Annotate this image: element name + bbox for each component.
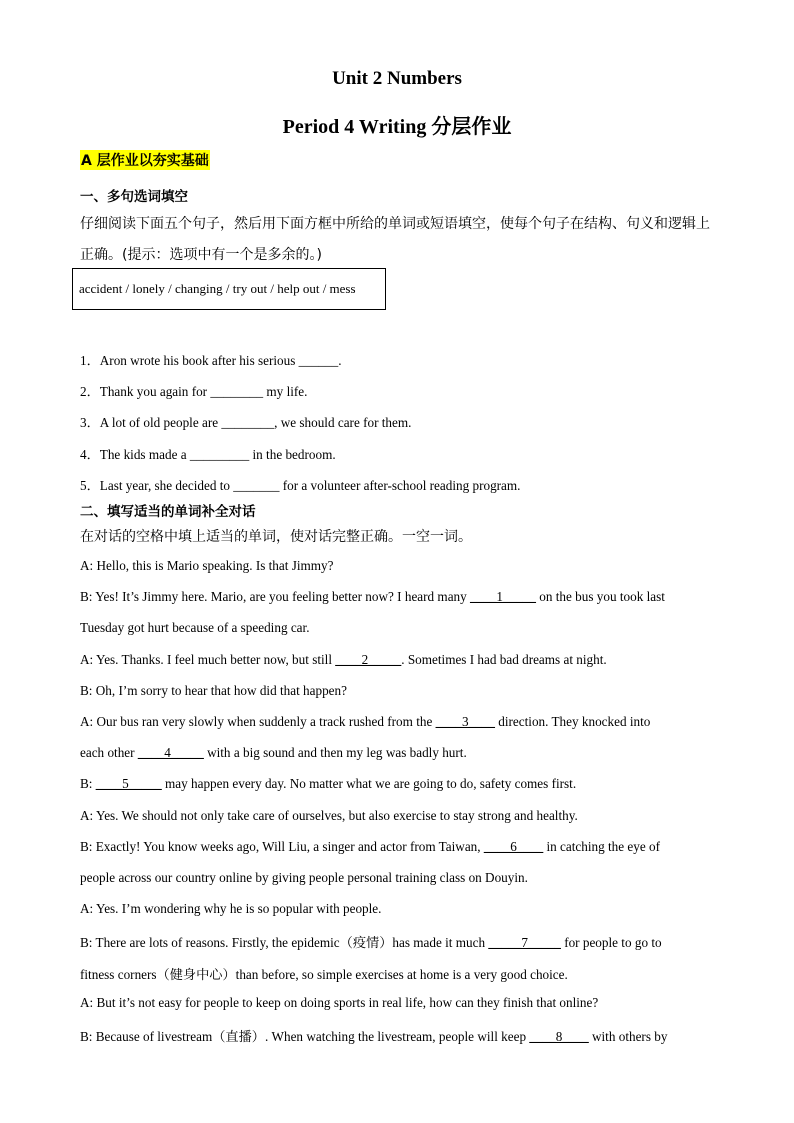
dialogue-line: A: Our bus ran very slowly when suddenly a track rushed from the ____3____ direction. They knocked into — [80, 714, 651, 729]
blank-2: ____2_____ — [335, 652, 402, 667]
part2-heading: 二、填写适当的单词补全对话 — [80, 504, 256, 520]
part1-heading: 一、多句选词填空 — [80, 189, 188, 205]
blank-4: ____4_____ — [137, 745, 204, 760]
blank-3: ____3____ — [435, 714, 495, 729]
dialogue-line: each other ____4_____ with a big sound and then my leg was badly hurt. — [80, 745, 467, 760]
dialogue-line: B: Yes! It’s Jimmy here. Mario, are you feeling better now? I heard many ____1_____ on the bus you took last — [80, 589, 665, 604]
question-3: 3．A lot of old people are ________, we should care for them. — [80, 415, 412, 430]
dialogue-line: fitness corners（健身中心）than before, so simple exercises at home is a very good choice. — [80, 967, 568, 982]
blank-8: ____8____ — [529, 1029, 589, 1044]
section-a-label: A 层作业以夯实基础 — [80, 150, 210, 170]
unit-title: Unit 2 Numbers — [332, 68, 462, 89]
dialogue-line: A: Hello, this is Mario speaking. Is that Jimmy? — [80, 558, 334, 573]
blank-1: ____1_____ — [470, 589, 536, 604]
question-1: 1．Aron wrote his book after his serious ______. — [80, 353, 342, 368]
dialogue-line: B: ____5_____ may happen every day. No matter what we are going to do, safety comes first. — [80, 776, 577, 791]
dialogue-line: B: There are lots of reasons. Firstly, the epidemic（疫情）has made it much _____7_____ for people to go to — [80, 935, 662, 950]
dialogue-line: people across our country online by giving people personal training class on Douyin. — [80, 870, 528, 885]
part1-instruction-line1: 仔细阅读下面五个句子，然后用下面方框中所给的单词或短语填空，使每个句子在结构、句义和逻辑上 — [80, 216, 710, 232]
question-4: 4．The kids made a _________ in the bedroom. — [80, 447, 336, 462]
dialogue-line: Tuesday got hurt because of a speeding car. — [80, 620, 310, 635]
dialogue-line: B: Because of livestream（直播）. When watching the livestream, people will keep ____8____ with others by — [80, 1029, 668, 1044]
period-title: Period 4 Writing 分层作业 — [282, 116, 512, 138]
part1-instruction-line2: 正确。(提示：选项中有一个是多余的。) — [80, 247, 322, 263]
dialogue-line: A: Yes. I’m wondering why he is so popular with people. — [80, 901, 382, 916]
dialogue-line: B: Exactly! You know weeks ago, Will Liu, a singer and actor from Taiwan, ____6____ in catching the eye of — [80, 839, 661, 854]
blank-7: _____7_____ — [488, 935, 561, 950]
question-5: 5．Last year, she decided to _______ for a volunteer after-school reading program. — [80, 478, 521, 493]
blank-6: ____6____ — [483, 839, 544, 854]
dialogue-line: A: Yes. We should not only take care of ourselves, but also exercise to stay strong and healthy. — [80, 808, 578, 823]
part2-instruction: 在对话的空格中填上适当的单词，使对话完整正确。一空一词。 — [80, 529, 472, 545]
blank-5: ____5_____ — [95, 776, 162, 791]
dialogue-line: B: Oh, I’m sorry to hear that how did that happen? — [80, 683, 347, 698]
question-2: 2．Thank you again for ________ my life. — [80, 384, 308, 399]
dialogue-line: A: Yes. Thanks. I feel much better now, but still ____2_____. Sometimes I had bad dreams at night. — [80, 652, 607, 667]
dialogue-line: A: But it’s not easy for people to keep on doing sports in real life, how can they finish that online? — [80, 995, 599, 1010]
word-box: accident / lonely / changing / try out / help out / mess — [72, 268, 386, 310]
